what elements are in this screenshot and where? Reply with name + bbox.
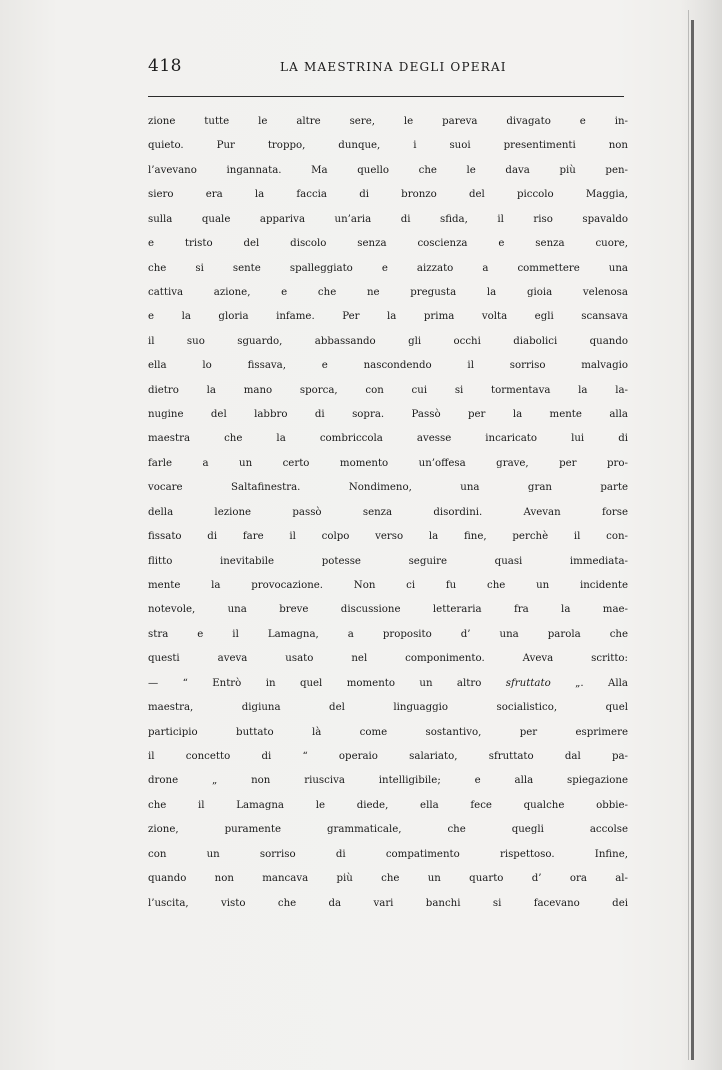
page-header <box>148 56 624 82</box>
text-line: siero era la faccia di bronzo del piccolo Maggia, <box>148 189 628 201</box>
body-text <box>148 110 628 916</box>
text-line: della lezione passò senza disordini. Avevan forse <box>148 506 628 518</box>
text-line: participio buttato là come sostantivo, per esprimere <box>148 726 628 738</box>
page-number: 418 <box>148 56 182 76</box>
text-line: dietro la mano sporca, con cui si tormentava la la- <box>148 384 628 396</box>
text-line: vocare Saltafinestra. Nondimeno, una gran parte <box>148 482 628 494</box>
text-line: quieto. Pur troppo, dunque, i suoi presentimenti non <box>148 140 628 152</box>
italic-word: sfruttato <box>505 677 551 689</box>
text-line: quando non mancava più che un quarto d’ ora al- <box>148 873 628 885</box>
text-line: maestra, digiuna del linguaggio socialistico, quel <box>148 702 628 714</box>
text-line: che il Lamagna le diede, ella fece qualche obbie- <box>148 799 628 811</box>
text-line: cattiva azione, e che ne pregusta la gioia velenosa <box>148 286 628 298</box>
text-line: l’uscita, visto che da vari banchi si facevano dei <box>148 897 628 909</box>
page-binding-edge <box>680 0 722 1070</box>
page-edge-line <box>691 20 694 1060</box>
header-rule <box>148 96 624 97</box>
text-line: fissato di fare il colpo verso la fine, perchè il con- <box>148 531 628 543</box>
text-line: che si sente spalleggiato e aizzato a commettere una <box>148 262 628 274</box>
text-line: farle a un certo momento un’offesa grave, per pro- <box>148 457 628 469</box>
page-edge-line-secondary <box>688 10 689 1060</box>
text-line: ella lo fissava, e nascondendo il sorriso malvagio <box>148 360 628 372</box>
text-line: con un sorriso di compatimento rispettoso. Infine, <box>148 848 628 860</box>
text-line: mente la provocazione. Non ci fu che un incidente <box>148 580 628 592</box>
text-line: e la gloria infame. Per la prima volta egli scansava <box>148 311 628 323</box>
text-line: e tristo del discolo senza coscienza e senza cuore, <box>148 238 628 250</box>
text-line: stra e il Lamagna, a proposito d’ una parola che <box>148 628 628 640</box>
text-line: il suo sguardo, abbassando gli occhi diabolici quando <box>148 335 628 347</box>
text-line: — “ Entrò in quel momento un altro sfruttato „. Alla <box>148 677 628 689</box>
text-line: notevole, una breve discussione letteraria fra la mae- <box>148 604 628 616</box>
text-line: questi aveva usato nel componimento. Aveva scritto: <box>148 653 628 665</box>
text-line: drone „ non riusciva intelligibile; e alla spiegazione <box>148 775 628 787</box>
text-line: flitto inevitabile potesse seguire quasi immediata- <box>148 555 628 567</box>
text-line: il concetto di “ operaio salariato, sfruttato dal pa- <box>148 750 628 762</box>
text-line: l’avevano ingannata. Ma quello che le dava più pen- <box>148 164 628 176</box>
running-title: LA MAESTRINA DEGLI OPERAI <box>280 60 507 74</box>
text-line: maestra che la combriccola avesse incaricato lui di <box>148 433 628 445</box>
text-line: zione, puramente grammaticale, che quegli accolse <box>148 824 628 836</box>
text-line: sulla quale appariva un’aria di sfida, il riso spavaldo <box>148 213 628 225</box>
text-line: zione tutte le altre sere, le pareva divagato e in- <box>148 116 628 127</box>
text-line: nugine del labbro di sopra. Passò per la mente alla <box>148 409 628 421</box>
